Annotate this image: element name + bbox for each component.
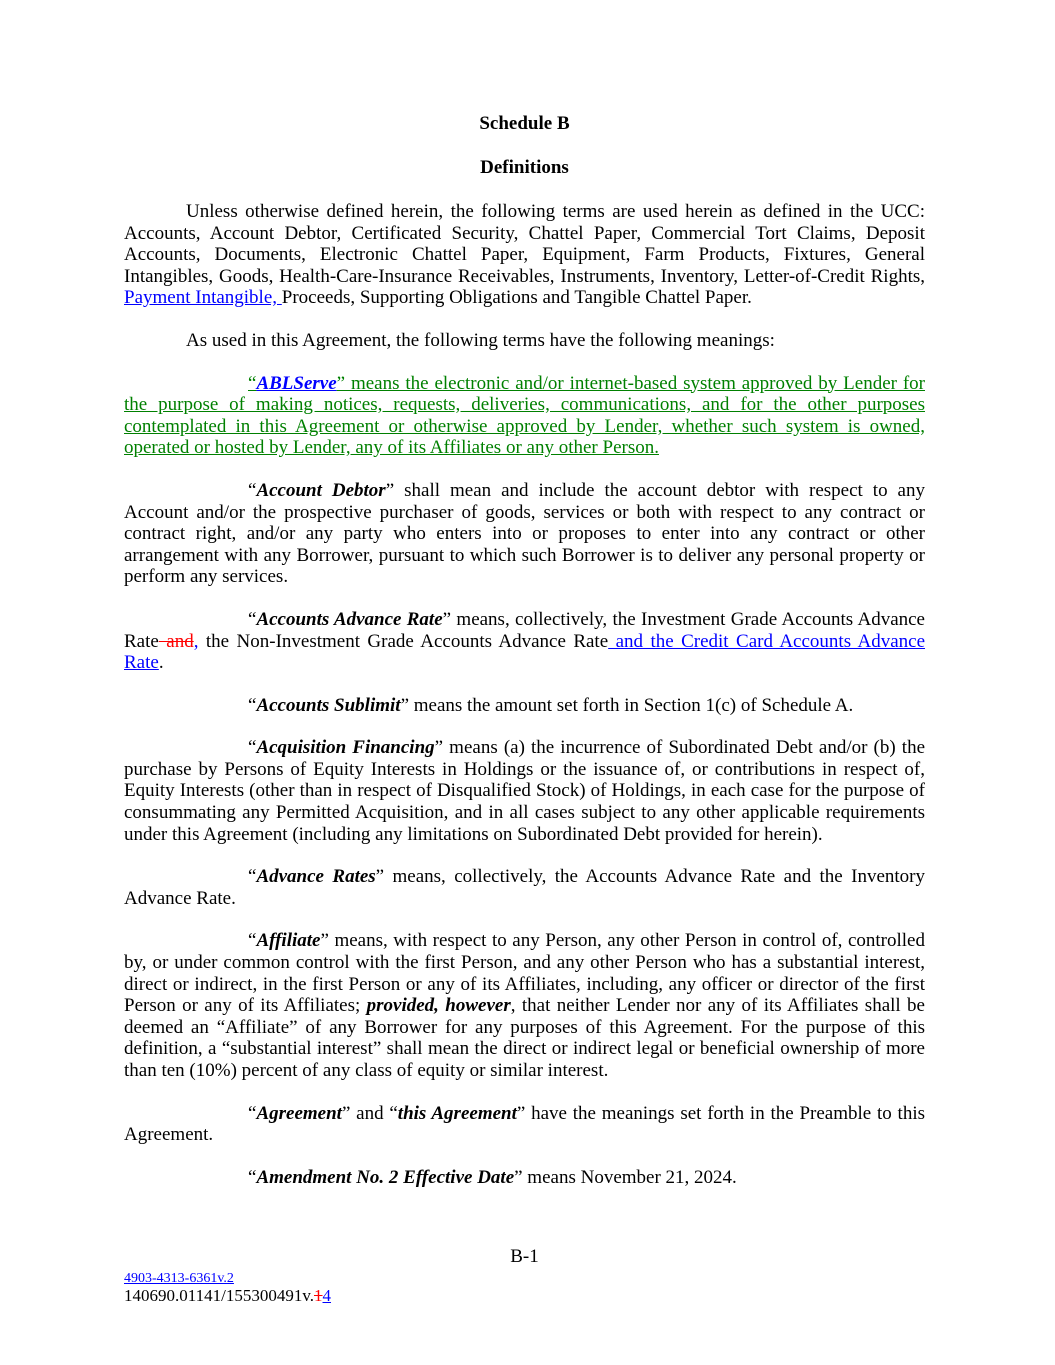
def-ablserve — [124, 373, 925, 459]
text-run: . — [158, 652, 164, 674]
document-body — [124, 201, 925, 1188]
text-run-del: 1 — [314, 1286, 323, 1305]
text-run: ” means, collectively, the Accounts Advance Rate and the Inventory Advance Rate. — [124, 866, 925, 909]
text-run-ins: , — [193, 630, 199, 652]
def-amendment-no-2-effective-date — [124, 1167, 925, 1189]
def-advance-rates — [124, 866, 925, 909]
def-agreement — [124, 1103, 925, 1146]
text-run: “ — [248, 737, 257, 759]
text-run-bi: this Agreement — [397, 1102, 517, 1124]
text-run-bi-ins: ABLServe — [256, 372, 337, 394]
text-run: ” means, with respect to any Person, any other Person in control of, controlled by, or under common control with the first Person, and any other Person who has a substantial interest, direct or indirect, in the first Person or any of its Affiliates, including, any officer or director of the first Person or any of its Affiliates; — [124, 930, 925, 1017]
text-run: , that neither Lender nor any of its Affiliates shall be deemed an “Affiliate” of any Borrower for any purposes of this Agreement. For the purpose of this definition, a “substantial interest” shall mean the direct or indirect legal or beneficial ownership of more than ten (10%) percent of any class of equity or similar interest. — [124, 995, 925, 1081]
text-run: “ — [248, 866, 257, 888]
text-run-grn: “ — [248, 372, 257, 394]
text-run: ” means the amount set forth in Section 1(c) of Schedule A. — [400, 694, 854, 716]
page-number: B-1 — [510, 1246, 539, 1267]
def-accounts-advance-rate — [124, 609, 925, 674]
text-run-bi: Account Debtor — [256, 479, 386, 501]
text-run-del: and — [158, 630, 194, 652]
text-run-bi: Accounts Sublimit — [256, 694, 401, 716]
para-lead-in — [124, 330, 925, 352]
schedule-title: Schedule B — [479, 113, 570, 134]
text-run: ” shall mean and include the account debtor with respect to any Account and/or the prospective purchaser of goods, services or both with respect to any contract or contract right, and/or any party who enters into or proposes to enter into any contract or other arrangement with any Borrower, pursuant to which such Borrower is to deliver any personal property or perform any services. — [124, 479, 925, 588]
definitions-heading: Definitions — [480, 157, 569, 178]
text-run: “ — [248, 1166, 257, 1188]
text-run: ” means (a) the incurrence of Subordinated Debt and/or (b) the purchase by Persons of Equity Interests in Holdings or the issuance of, or contributions in respect of, Equity Interests (other than in respect of Disqualified Stock) of Holdings, in each case for the purpose of consummating any Permitted Acquisition, and in all cases subject to any other applicable requirements under this Agreement (including any limitations on Subordinated Debt provided for herein). — [124, 737, 925, 845]
text-run-ins: 4 — [322, 1286, 331, 1305]
text-run-grn: ” means the electronic and/or internet-based system approved by Lender for the purpose of making notices, requests, deliveries, communications, and for the other purposes contemplated in this Agreement or otherwise approved by Lender, whether such system is owned, operated or hosted by Lender, any of its Affiliates or any other Person. — [124, 372, 925, 459]
text-run-ins: Payment Intangible, — [124, 287, 282, 309]
text-run: ” means, collectively, the Investment Grade Accounts Advance Rate — [124, 608, 925, 652]
def-acquisition-financing — [124, 737, 925, 845]
text-run: Proceeds, Supporting Obligations and Tangible Chattel Paper. — [281, 287, 752, 309]
text-run: Unless otherwise defined herein, the following terms are used herein as defined in the UCC: Accounts, Account Debtor, Certificated Security, Chattel Paper, Commercial Tort Claims, Deposit Accounts, Documents, Electronic Chattel Paper, Equipment, Farm Products, Fixtures, General Intangibles, Goods, Health-Care-Insurance Receivables, Instruments, Inventory, Letter-of-Credit Rights, — [124, 201, 925, 287]
document-content — [124, 113, 925, 1209]
text-run-ins: and the Credit Card Accounts Advance Rate — [124, 630, 925, 674]
text-run: “ — [248, 694, 257, 716]
text-run-bi: provided, however — [366, 995, 511, 1017]
text-run-bi: Affiliate — [256, 930, 321, 952]
text-run: “ — [248, 608, 257, 630]
text-run: ” means November 21, 2024. — [514, 1166, 737, 1188]
matter-number — [124, 1287, 331, 1305]
text-run: “ — [248, 479, 257, 501]
text-run: the Non-Investment Grade Accounts Advance Rate — [198, 630, 609, 652]
def-accounts-sublimit — [124, 695, 925, 717]
text-run: ” and “ — [341, 1102, 398, 1124]
para-ucc-terms — [124, 201, 925, 309]
text-run: “ — [248, 930, 257, 952]
text-run-bi: Amendment No. 2 Effective Date — [256, 1166, 515, 1188]
text-run: ” have the meanings set forth in the Preamble to this Agreement. — [124, 1102, 925, 1146]
text-run: 140690.01141/155300491v. — [124, 1286, 314, 1305]
text-run-bi: Acquisition Financing — [256, 737, 435, 759]
text-run: As used in this Agreement, the following terms have the following meanings: — [186, 329, 775, 351]
def-affiliate — [124, 930, 925, 1081]
text-run-bi: Accounts Advance Rate — [256, 608, 443, 630]
def-account-debtor — [124, 480, 925, 588]
text-run-bi: Advance Rates — [256, 866, 376, 888]
text-run: “ — [248, 1102, 257, 1124]
text-run-bi: Agreement — [256, 1102, 342, 1124]
doc-id-stamp: 4903-4313-6361v.2 — [124, 1271, 234, 1286]
